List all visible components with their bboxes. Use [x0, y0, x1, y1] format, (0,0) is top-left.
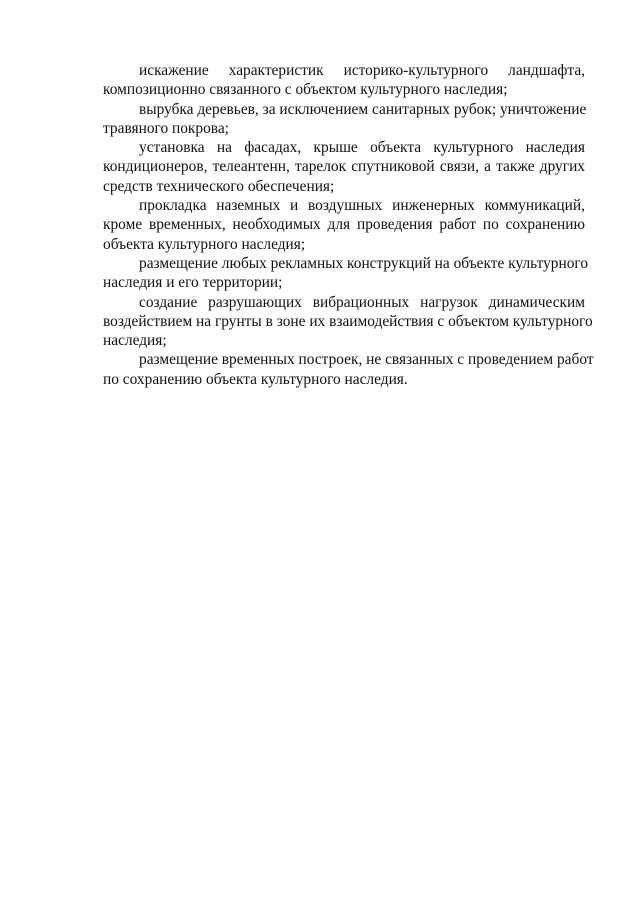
paragraph — [103, 138, 585, 196]
text-line: вырубка деревьев, за исключением санитарных рубок; уничтожение — [139, 100, 587, 118]
text-line: кондиционеров, телеантенн, тарелок спутниковой связи, а также других — [103, 158, 585, 176]
paragraph — [103, 350, 594, 389]
paragraph — [103, 196, 585, 254]
text-line: прокладка наземных и воздушных инженерных коммуникаций, — [139, 197, 585, 215]
text-line: композиционно связанного с объектом культурного наследия; — [103, 81, 508, 99]
text-line: наследия; — [103, 332, 167, 350]
text-line: размещение любых рекламных конструкций на объекте культурного — [139, 254, 589, 272]
text-line: установка на фасадах, крыше объекта культурного наследия — [139, 139, 585, 157]
text-line: создание разрушающих вибрационных нагрузок динамическим — [139, 293, 585, 311]
paragraph — [103, 100, 585, 139]
text-line: объекта культурного наследия; — [103, 235, 306, 253]
text-line: средств технического обеспечения; — [103, 177, 335, 195]
paragraph — [103, 293, 593, 351]
text-line: размещение временных построек, не связанных с проведением работ — [139, 351, 594, 369]
text-line: искажение характеристик историко-культурного ландшафта, — [139, 62, 585, 79]
paragraph — [103, 61, 585, 100]
document-body — [103, 61, 594, 389]
text-line: воздействием на грунты в зоне их взаимодействия с объектом культурного — [103, 312, 593, 330]
text-line: травяного покрова; — [103, 119, 229, 137]
text-line: наследия и его территории; — [103, 274, 283, 292]
text-line: по сохранению объекта культурного наследия. — [103, 370, 408, 388]
text-line: кроме временных, необходимых для проведения работ по сохранению — [103, 216, 585, 234]
paragraph — [103, 254, 589, 293]
